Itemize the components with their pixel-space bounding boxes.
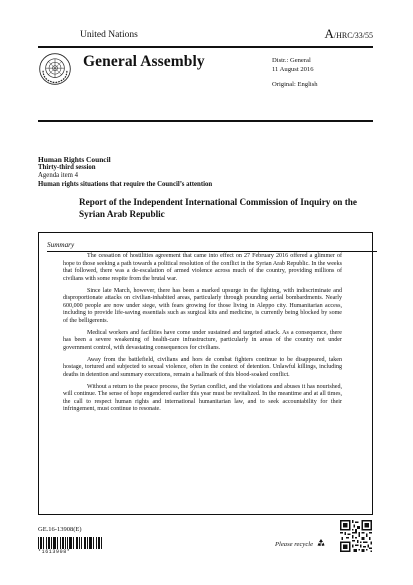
council-name: Human Rights Council <box>38 155 111 164</box>
agenda-item: Agenda item 4 <box>38 172 79 180</box>
header-divider <box>38 120 373 122</box>
agenda-title: Human rights situations that require the Council’s attention <box>38 180 213 188</box>
issue-date: 11 August 2016 <box>272 66 314 73</box>
document-symbol-prefix: A <box>324 26 334 41</box>
session-name: Thirty-third session <box>38 164 96 172</box>
report-title: Report of the Independent International Commission of Inquiry on the Syrian Arab Republic <box>79 197 357 219</box>
page-title: General Assembly <box>83 53 205 70</box>
recycle-icon <box>316 538 326 548</box>
summary-box <box>38 232 373 515</box>
document-number: GE.16-13908(E) <box>38 526 82 533</box>
distribution-text: Distr.: General <box>272 57 311 64</box>
recycle-note: Please recycle <box>275 541 314 548</box>
document-symbol <box>324 26 373 42</box>
summary-paragraph: Medical workers and facilities have come under sustained and targeted attack. As a consequence, there has been a severe weakening of health-care infrastructure, particularly in areas of the country not under government control, with devastating consequences for civilians. <box>63 329 342 351</box>
summary-paragraph: The cessation of hostilities agreement that came into effect on 27 February 2016 offered a glimmer of hope to those seeking a path towards a political resolution of the conflict in the Syrian Arab Republic. In the weeks that followed, there was a de-escalation of armed violence across much of the country, providing millions of civilians with some respite from the brutal war. <box>63 253 342 282</box>
qr-code-icon <box>340 520 372 552</box>
organization-name: United Nations <box>80 30 138 40</box>
summary-paragraphs <box>63 253 342 418</box>
summary-label: Summary <box>47 241 75 249</box>
session-block <box>38 156 212 189</box>
un-emblem-icon <box>38 52 72 86</box>
summary-paragraph: Without a return to the peace process, the Syrian conflict, and the violations and abuses it has nourished, will continue. The sense of hope engendered earlier this year must be revitalized. In the meantime and at all times, the call to respect human rights and international humanitarian law, and to seek accountability for their infringement, must continue to resonate. <box>63 383 342 413</box>
barcode-number: *1613908* <box>38 549 71 555</box>
summary-paragraph: Away from the battlefield, civilians and hors de combat fighters continue to be disappeared, taken hostage, tortured and subjected to sexual violence, often in the context of detention. Unlawful killings, including deaths in detention and summary executions, remain a hallmark of this blood-soaked conflict. <box>63 356 342 378</box>
document-symbol-rest: /HRC/33/55 <box>333 31 373 40</box>
original-language: Original: English <box>272 81 318 88</box>
header-bar <box>38 26 373 48</box>
distribution-block <box>272 56 318 89</box>
summary-divider <box>47 251 377 252</box>
summary-paragraph: Since late March, however, there has been a marked upsurge in the fighting, with indiscriminate and disproportionate attacks on civilian-inhabited areas, particularly through pounding aerial bombardments. Nearly 600,000 people are now under siege, with fears growing for those living in Aleppo city. Humanitarian access, including to provide life-saving essentials such as surgical kits and medicine, is currently being blocked by some of the belligerents. <box>63 287 342 324</box>
barcode-icon <box>38 537 102 549</box>
